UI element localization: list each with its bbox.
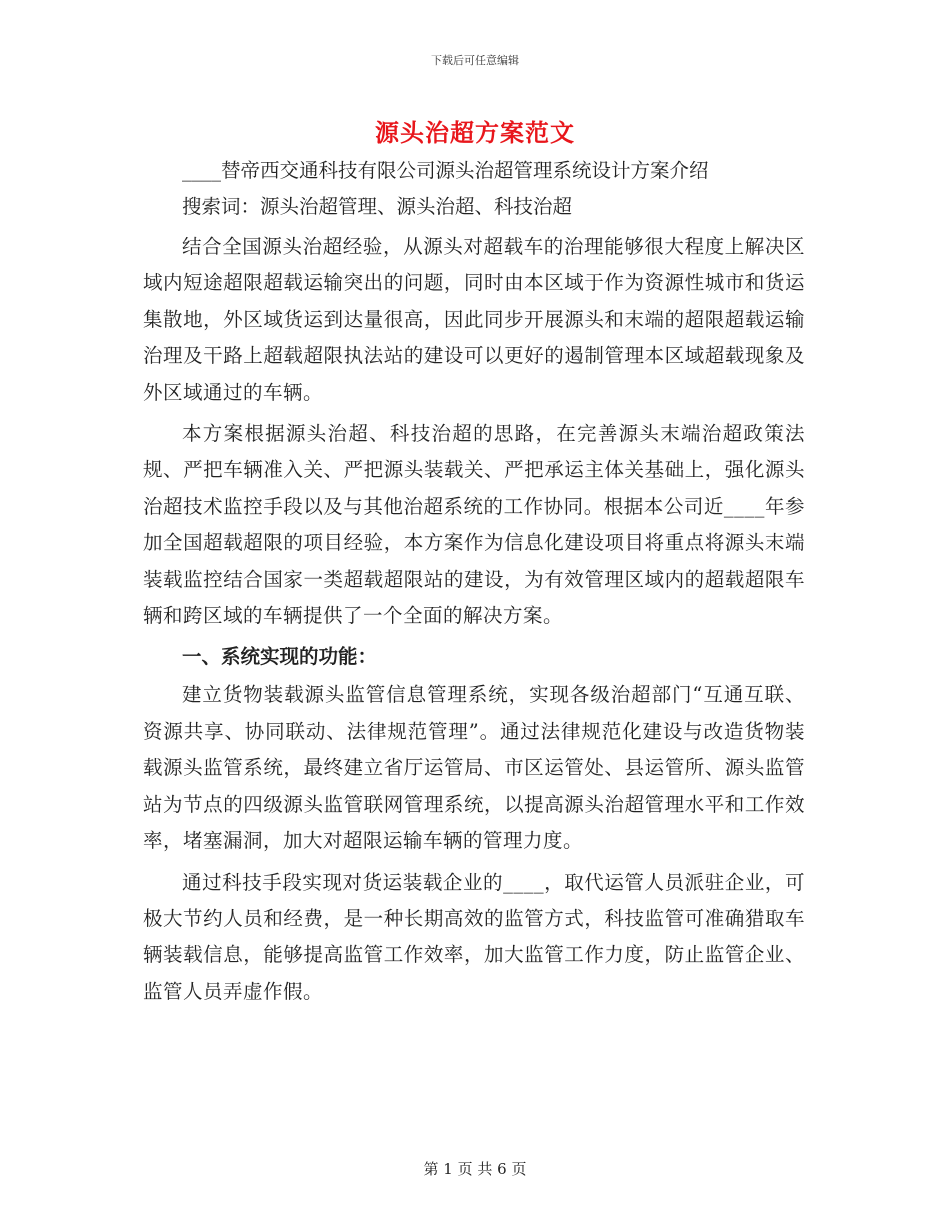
paragraph-plan: 本方案根据源头治超、科技治超的思路，在完善源头末端治超政策法规、严把车辆准入关、严把源头装载关、严把承运主体关基础上，强化源头治超技术监控手段以及与其他治超系统的工作协同。根据本公司近____年参加全国超载超限的项目经验，本方案作为信息化建设项目将重点将源头末端装载监控结合国家一类超载超限站的建设，为有效管理区域内的超载超限车辆和跨区域的车辆提供了一个全面的解决方案。 <box>143 422 805 628</box>
paragraph-intro: 结合全国源头治超经验，从源头对超载车的治理能够很大程度上解决区域内短途超限超载运输突出的问题，同时由本区域于作为资源性城市和货运集散地，外区域货运到达量很高，因此同步开展源头和末端的超限超载运输治理及干路上超载超限执法站的建设可以更好的遏制管理本区域超载现象及外区域通过的车辆。 <box>143 235 805 404</box>
document-title: 源头治超方案范文 <box>375 118 575 147</box>
paragraph-system: 建立货物装载源头监管信息管理系统，实现各级治超部门“互通互联、资源共享、协同联动、法律规范管理”。通过法律规范化建设与改造货物装载源头监管系统，最终建立省厅运管局、市区运管处、县运管所、源头监管站为节点的四级源头监管联网管理系统，以提高源头治超管理水平和工作效率，堵塞漏洞，加大对超限运输车辆的管理力度。 <box>143 683 805 853</box>
page-footer: 第 1 页 共 6 页 <box>423 1160 527 1178</box>
document-subtitle: ____替帝西交通科技有限公司源头治超管理系统设计方案介绍 <box>182 159 709 182</box>
paragraph-technology: 通过科技手段实现对货运装载企业的____，取代运管人员派驻企业，可极大节约人员和经费，是一种长期高效的监管方式，科技监管可准确猎取车辆装载信息，能够提高监管工作效率，加大监管工作力度，防止监管企业、监管人员弄虚作假。 <box>143 870 805 1003</box>
section-heading: 一、系统实现的功能： <box>182 645 378 669</box>
document-body <box>143 153 805 1015</box>
keywords-line: 搜索词：源头治超管理、源头治超、科技治超 <box>182 195 573 218</box>
page-header: 下载后可任意编辑 <box>431 54 519 67</box>
